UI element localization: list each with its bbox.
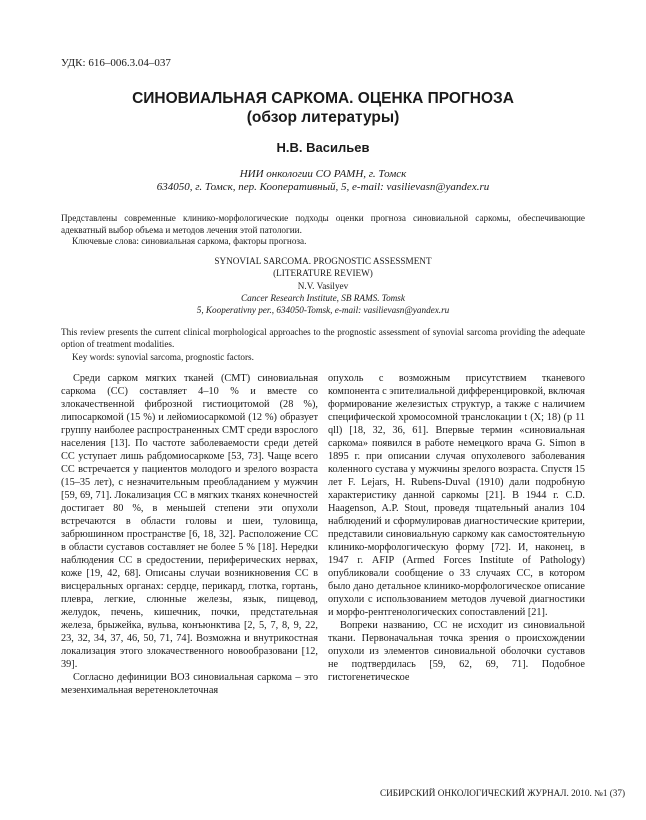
keywords-en: Key words: synovial sarcoma, prognostic factors.: [72, 352, 254, 362]
abstract-ru: Представлены современные клинико-морфологические подходы оценки прогноза синовиальной саркомы, обеспечивающие адекватный выбор объема и методов лечения этой патологии.: [61, 213, 585, 236]
keywords-ru: Ключевые слова: синовиальная саркома, факторы прогноза.: [72, 236, 307, 246]
journal-footer: СИБИРСКИЙ ОНКОЛОГИЧЕСКИЙ ЖУРНАЛ. 2010. №1 (37): [380, 788, 626, 798]
en-subtitle: (LITERATURE REVIEW): [273, 268, 373, 279]
paragraph: Среди сарком мягких тканей (СМТ) синовиальная саркома (СС) составляет 4–10 % и вместе со злокачественной фиброзной гистиоцитомой (28 %), липосаркомой (15 %) и лейомиосаркомой (12 %) образует группу наиболее распространенных СМТ среди взрослого населения [13]. По частоте заболеваемости среди детей СС уступает лишь рабдомиосаркоме [53, 73]. Чаще всего СС встречается у пациентов молодого и зрелого возраста (15–35 лет), с незначительным преобладанием у мужчин [59, 69, 71]. Локализация СС в мягких тканях конечностей достигает 80 %, в меньшей степени эти опухоли встречаются в области головы и шеи, туловища, забрюшинном пространстве [6, 18, 32]. Расположение СС в области суставов составляет не более 5 % [18]. Нередки наблюдения СС в средостении, периферических нервах, коже [19, 42, 68]. Описаны случаи возникновения СС в висцеральных органах: сердце, перикард, глотка, гортань, плевра, легкие, слюнные железы, язык, пищевод, желудок, печень, кишечник, почки, предстательная железа, брыжейка, вульва, конъюнктива [2, 5, 7, 8, 9, 22, 23, 32, 34, 37, 46, 50, 71, 74]. Возможна и внутрикостная локализация этого злокачественного новообразовани [12, 39].: [61, 373, 318, 670]
udc-code: УДК: 616–006.3.04–037: [61, 57, 171, 69]
article-title: СИНОВИАЛЬНАЯ САРКОМА. ОЦЕНКА ПРОГНОЗА: [132, 90, 514, 107]
en-title: SYNOVIAL SARCOMA. PROGNOSTIC ASSESSMENT: [214, 256, 432, 266]
en-author: N.V. Vasilyev: [297, 280, 349, 291]
article-subtitle: (обзор литературы): [246, 109, 400, 126]
en-address: 5, Kooperativny per., 634050-Tomsk, e-mail: vasilievasn@yandex.ru: [196, 305, 450, 316]
abstract-en: This review presents the current clinical morphological approaches to the prognostic assessment of synovial sarcoma providing the adequate option of treatment modalities.: [61, 327, 585, 350]
author-name: Н.В. Васильев: [276, 140, 370, 155]
english-header: [40, 255, 606, 316]
affiliation-institute: НИИ онкологии СО РАМН, г. Томск: [239, 168, 407, 180]
body-column-right: [328, 372, 585, 684]
en-affiliation: Cancer Research Institute, SB RAMS. Tomsk: [241, 292, 405, 303]
body-column-left: [61, 372, 318, 697]
affiliation-address: 634050, г. Томск, пер. Кооперативный, 5, e-mail: vasilievasn@yandex.ru: [156, 181, 490, 193]
paragraph: опухоль с возможным присутствием тканевого компонента с эпителиальной дифференцировкой, включая формирование железистых структур, а также с наличием специфической хромосомной транслокации t (X; 18) (p 11 qll) [18, 32, 36, 61]. Впервые термин «синовиальная саркома» появился в работе немецкого врача G. Simon в 1895 г. при описании случая опухолевого заболевания коленного сустава у мужчины зрелого возраста. Спустя 15 лет F. Lejars, H. Rubens-Duval (1910) дали подробную характеристику данной саркомы [21]. В 1944 г. C.D. Haagenson, A.P. Stout, проведя тщательный анализ 104 наблюдений и сформулировав диагностические критерии, представили синовиальную саркому как самостоятельную клинико-морфологическую форму [72]. И, наконец, в 1947 г. AFIP (Armed Forces Institute of Pathology) опубликовали сообщение о 33 случаях СС, в котором было дано детальное клинико-морфологическое описание опухоли с использованием методов лучевой диагностики и морфо-рентгенологических сопоставлений [21].: [328, 373, 585, 618]
paragraph: Вопреки названию, СС не исходит из синовиальной ткани. Первоначальная точка зрения о происхождении опухоли из элементов синовиальной оболочки суставов не подтвердилась [59, 62, 69, 71]. Подобное гистогенетическое: [328, 620, 585, 683]
paragraph: Согласно дефиниции ВОЗ синовиальная саркома – это мезенхимальная веретеноклеточная: [61, 672, 318, 696]
